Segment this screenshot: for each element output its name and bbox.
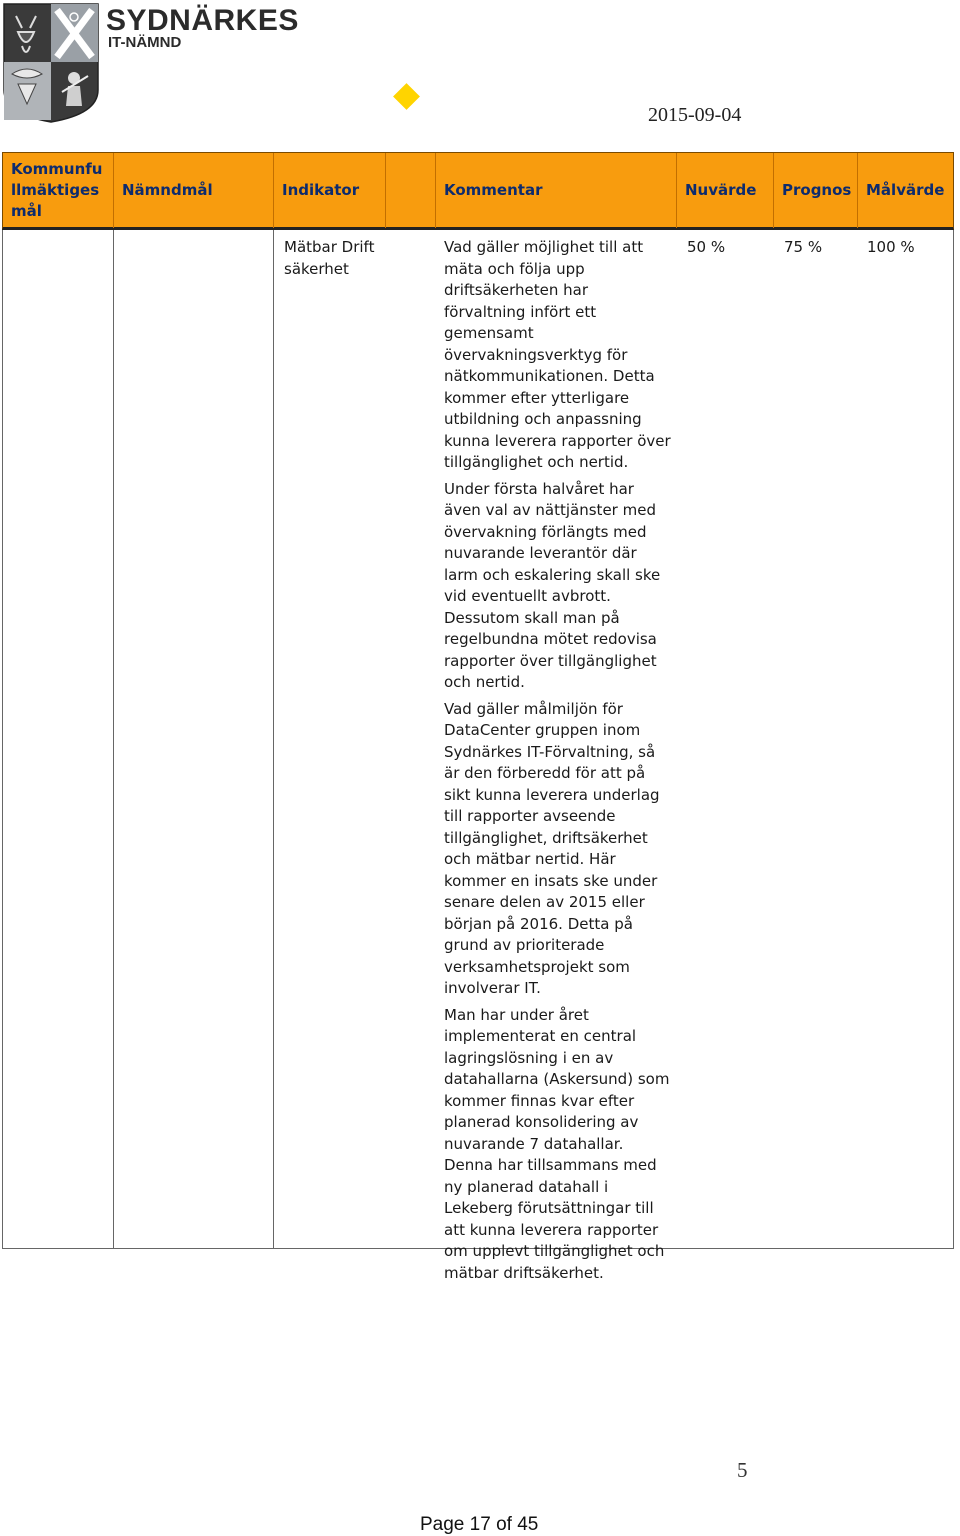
column-header-prognos: Prognos — [773, 153, 857, 228]
page-number: 5 — [737, 1458, 748, 1482]
column-header-status — [385, 153, 437, 228]
column-divider — [113, 230, 114, 1248]
indikator-cell: Mätbar Driftsäkerhet — [284, 238, 375, 278]
kommentar-paragraph: Man har under året implementerat en central lagringslösning i en av datahallarna (Askersund) som kommer finnas kvar efter planerad konsolidering av nuvarande 7 datahallar. Denna har tillsammans med ny planerad datahall i Lekeberg förutsättningar till att kunna leverera rapporter om upplevt tillgänglighet och mätbar driftsäkerhet. — [444, 1005, 670, 1282]
column-header-kommunfullmaktiges-mal: Kommunfullmäktiges mål — [11, 160, 103, 220]
column-header-indikator: Indikator — [273, 153, 385, 228]
malvarde-cell: 100 % — [867, 238, 915, 256]
goal-table — [2, 152, 954, 1282]
document-date: 2015-09-04 — [648, 104, 742, 126]
table-row — [2, 230, 954, 1282]
kommentar-cell — [444, 237, 674, 1289]
nuvarde-cell: 50 % — [687, 238, 726, 256]
kommentar-paragraph: Vad gäller möjlighet till att mäta och följa upp driftsäkerheten har förvaltning infört ett gemensamt övervakningsverktyg för nätkommunikationen. Detta kommer efter ytterligare utbildning och anpassning kunna leverera rapporter över tillgänglighet och nertid. — [444, 238, 671, 471]
table-header — [2, 152, 954, 230]
kommentar-paragraph: Vad gäller målmiljön för DataCenter gruppen inom Sydnärkes IT-Förvaltning, så är den förberedd för att på sikt kunna leverera underlag till rapporter avseende tillgänglighet, driftsäkerhet och mätbar nertid. Här kommer en insats ske under senare delen av 2015 eller början på 2016. Detta på grund av prioriterade verksamhetsprojekt som involverar IT. — [444, 699, 660, 997]
column-header-malvarde: Målvärde — [857, 153, 953, 228]
status-diamond-icon — [393, 83, 420, 110]
coat-of-arms-icon — [2, 2, 100, 123]
column-divider — [273, 230, 274, 1248]
column-header-nuvarde: Nuvärde — [676, 153, 773, 228]
brand-name: SYDNÄRKES — [106, 4, 299, 37]
brand-subtitle: IT-NÄMND — [108, 34, 182, 51]
column-header-kommentar: Kommentar — [435, 153, 675, 228]
column-header-namndmal: Nämndmål — [113, 153, 273, 228]
kommentar-paragraph: Under första halvåret har även val av nättjänster med övervakning förlängts med nuvarande leverantör där larm och eskalering skall ske vid eventuellt avbrott. Dessutom skall man på regelbundna mötet redovisa rapporter över tillgänglighet och nertid. — [444, 479, 661, 691]
prognos-cell: 75 % — [784, 238, 823, 256]
page-footer: Page 17 of 45 — [420, 1514, 539, 1535]
organization-logo — [0, 0, 299, 125]
